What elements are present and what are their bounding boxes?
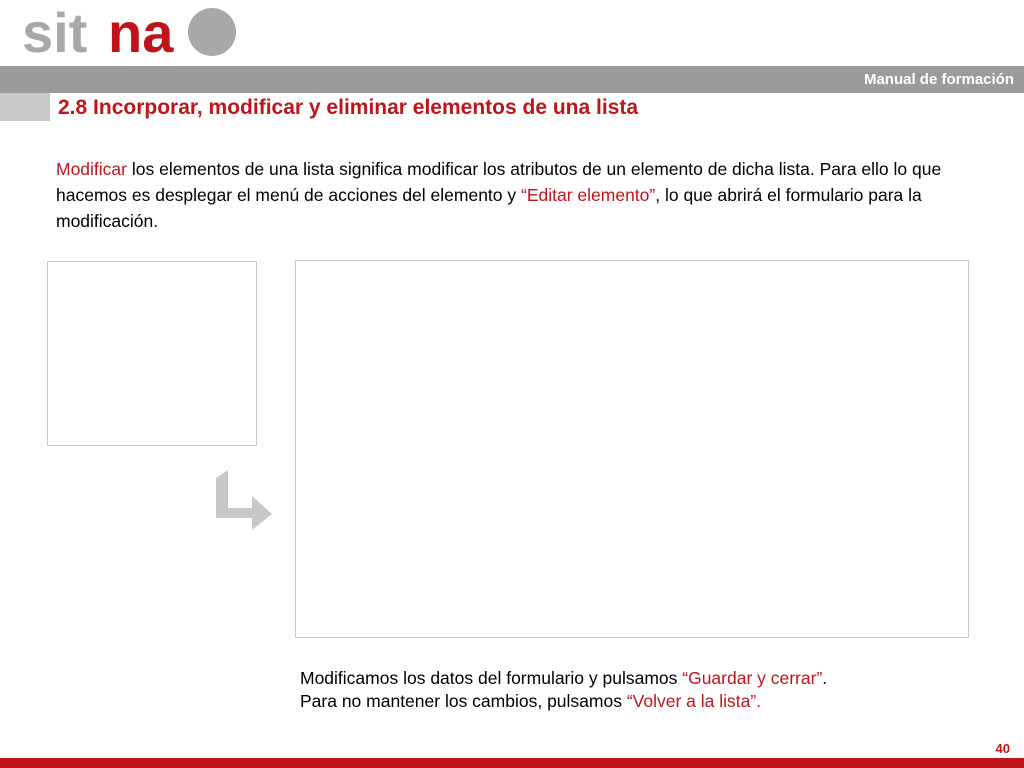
title-marker bbox=[0, 93, 50, 121]
header-bar bbox=[0, 66, 1024, 93]
intro-lead: Modificar bbox=[56, 159, 127, 179]
page-title: 2.8 Incorporar, modificar y eliminar elementos de una lista bbox=[58, 96, 639, 119]
down-right-arrow-icon bbox=[214, 470, 274, 530]
logo-text-na: na bbox=[108, 6, 174, 64]
edit-form-screenshot bbox=[295, 260, 969, 638]
footer-bar bbox=[0, 758, 1024, 768]
outro-line2-a: Para no mantener los cambios, pulsamos bbox=[300, 691, 627, 711]
logo-circle-icon bbox=[188, 8, 236, 56]
outro-line2-quote: “Volver a la lista”. bbox=[626, 691, 762, 711]
outro-line1-b: . bbox=[822, 668, 828, 688]
outro-paragraph bbox=[300, 667, 827, 713]
context-menu-screenshot bbox=[47, 261, 257, 446]
outro-line1-a: Modificamos los datos del formulario y pulsamos bbox=[300, 668, 683, 688]
outro-line1-quote: “Guardar y cerrar” bbox=[682, 668, 823, 688]
intro-text-1: los elementos de una lista significa modificar los atributos de un elemento de dicha lista. Para ello lo que hacemos es desplegar el menú de acciones del elemento y bbox=[56, 159, 942, 205]
sitna-logo bbox=[22, 6, 282, 64]
page-number: 40 bbox=[995, 741, 1010, 756]
intro-text-2: , lo que abrirá el formulario para la modificación. bbox=[56, 185, 922, 231]
logo-text-sit: sit bbox=[22, 6, 88, 64]
intro-paragraph bbox=[56, 156, 976, 234]
manual-label: Manual de formación bbox=[863, 71, 1014, 88]
intro-quote: “Editar elemento” bbox=[521, 185, 656, 205]
